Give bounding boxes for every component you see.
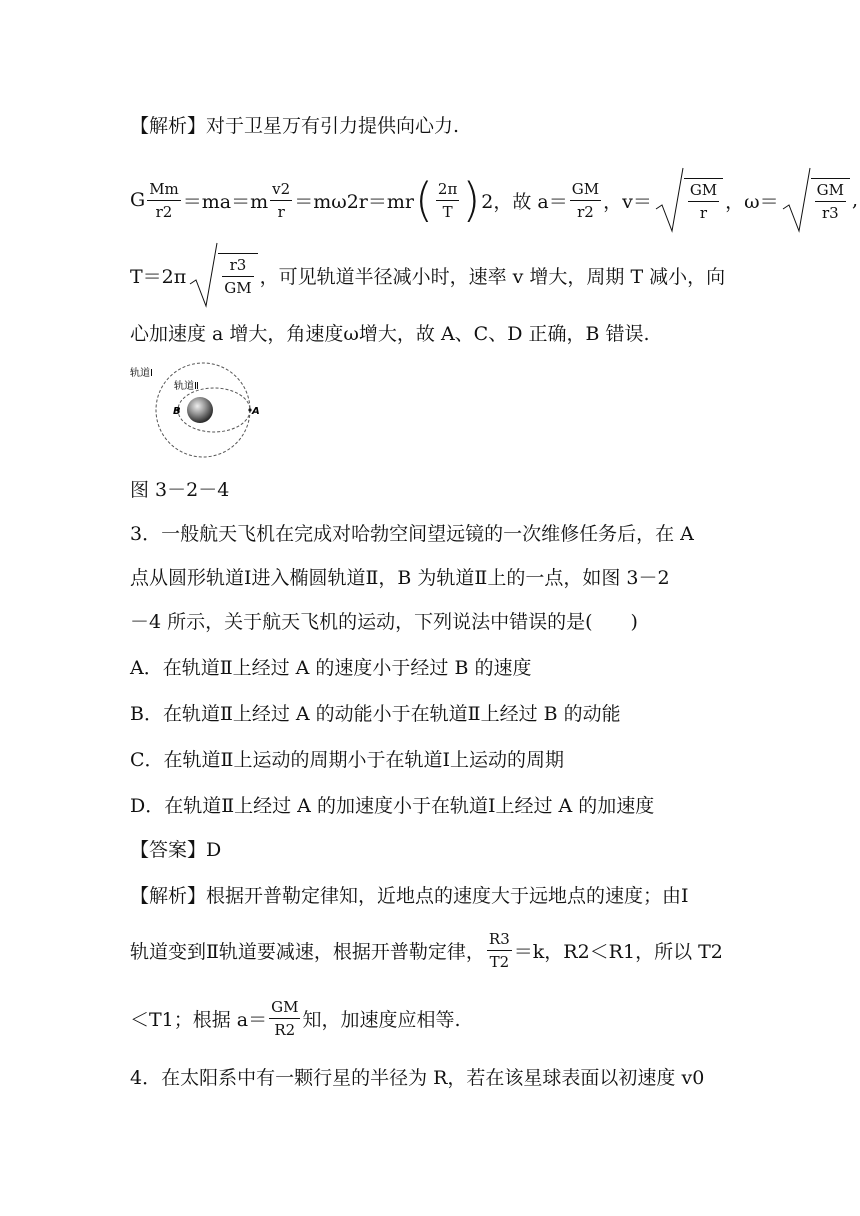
analysis-3-line-3	[130, 992, 461, 1044]
point-b-label: B	[173, 406, 181, 417]
fraction-r3-over-t2	[487, 930, 512, 971]
orbit-2-label: 轨道Ⅱ	[174, 381, 199, 392]
fraction-denominator: r	[277, 202, 285, 221]
fraction-numerator: GM	[816, 181, 845, 199]
fraction-denominator: r3	[821, 204, 839, 222]
question-3-line-3: －4 所示，关于航天飞机的运动，下列说法中错误的是( )	[130, 611, 638, 633]
question-4-line-1: 4．在太阳系中有一颗行星的半径为 R，若在该星球表面以初速度 v0	[130, 1067, 705, 1089]
fraction-numerator: v2	[272, 179, 291, 198]
analysis-3-line-2-post: ＝k，R2＜R1，所以 T2	[513, 940, 723, 963]
analysis-3-line-3-post: 知，加速度应相等.	[302, 1008, 461, 1031]
fraction-numerator: GM	[571, 179, 600, 198]
eq-part-e: ，ω＝	[725, 190, 779, 213]
fraction-v2-over-r	[270, 180, 292, 221]
fraction-denominator: T	[442, 202, 453, 221]
eq-part-c: 2，故 a＝	[481, 190, 568, 213]
equation-line-2	[130, 240, 725, 310]
fraction-gm-over-r3	[815, 181, 846, 222]
fraction-denominator: T2	[489, 952, 510, 971]
left-paren: (	[414, 173, 433, 227]
fraction-2pi-over-t	[436, 180, 459, 221]
analysis-intro: 【解析】对于卫星万有引力提供向心力.	[130, 115, 460, 137]
orbit-figure	[130, 362, 260, 462]
question-3-line-2: 点从圆形轨道Ⅰ进入椭圆轨道Ⅱ，B 为轨道Ⅱ上的一点，如图 3－2	[130, 567, 670, 589]
analysis-conclusion: 心加速度 a 增大，角速度ω增大，故 A、C、D 正确，B 错误.	[130, 323, 650, 345]
eq2-pre: T＝2π	[130, 265, 187, 288]
fraction-numerator: 2π	[437, 179, 458, 198]
point-a-label: A	[252, 406, 260, 417]
fraction-mm-over-r2	[147, 180, 181, 221]
eq2-post: ，可见轨道半径减小时，速率 v 增大，周期 T 减小，向	[259, 265, 726, 288]
eq-part-f: ,	[852, 189, 859, 211]
sqrt-gm-over-r3	[781, 167, 850, 233]
sqrt-r3-over-gm	[188, 242, 257, 308]
planet-icon	[187, 397, 213, 423]
analysis-3-line-2-pre: 轨道变到Ⅱ轨道要减速，根据开普勒定律，	[130, 940, 485, 963]
option-b: B．在轨道Ⅱ上经过 A 的动能小于在轨道Ⅱ上经过 B 的动能	[130, 703, 621, 725]
equation-line-1	[130, 160, 858, 240]
orbit-diagram	[130, 362, 260, 458]
fraction-numerator: R3	[488, 929, 510, 948]
option-d: D．在轨道Ⅱ上经过 A 的加速度小于在轨道Ⅰ上经过 A 的加速度	[130, 795, 655, 817]
eq-part-d: ，v＝	[603, 190, 652, 213]
answer-label: 【答案】D	[130, 839, 222, 861]
analysis-3-line-3-pre: ＜T1；根据 a＝	[130, 1008, 268, 1031]
analysis-3-line-2	[130, 924, 723, 976]
fraction-numerator: Mm	[149, 179, 179, 198]
fraction-numerator: GM	[689, 181, 718, 199]
eq-part-b: ＝mω2r＝mr	[294, 190, 414, 213]
right-paren: )	[462, 173, 481, 227]
fraction-denominator: r2	[155, 202, 173, 221]
fraction-gm-over-r	[688, 181, 719, 222]
fraction-numerator: GM	[271, 997, 299, 1016]
fraction-gm-over-r2	[570, 180, 601, 221]
eq-g: G	[130, 189, 146, 211]
eq-part-a: ＝ma＝m	[182, 190, 269, 213]
analysis-3-line-1: 【解析】根据开普勒定律知，近地点的速度大于远地点的速度；由Ⅰ	[130, 885, 689, 907]
fraction-numerator: r3	[229, 256, 247, 274]
fraction-denominator: R2	[274, 1020, 296, 1039]
fraction-denominator: GM	[224, 279, 252, 297]
fraction-r3-over-gm	[222, 256, 253, 297]
orbit-1-label: 轨道Ⅰ	[130, 368, 153, 379]
option-c: C．在轨道Ⅱ上运动的周期小于在轨道Ⅰ上运动的周期	[130, 749, 564, 771]
fraction-gm-over-r2-upper	[269, 998, 300, 1039]
radical-sign-icon	[654, 167, 684, 233]
figure-caption: 图 3－2－4	[130, 479, 230, 501]
fraction-denominator: r	[699, 204, 708, 222]
question-3-line-1: 3．一般航天飞机在完成对哈勃空间望远镜的一次维修任务后，在 A	[130, 523, 694, 545]
fraction-denominator: r2	[577, 202, 594, 221]
option-a: A．在轨道Ⅱ上经过 A 的速度小于经过 B 的速度	[130, 657, 532, 679]
sqrt-gm-over-r	[654, 167, 723, 233]
radical-sign-icon	[188, 242, 218, 308]
radical-sign-icon	[781, 167, 811, 233]
